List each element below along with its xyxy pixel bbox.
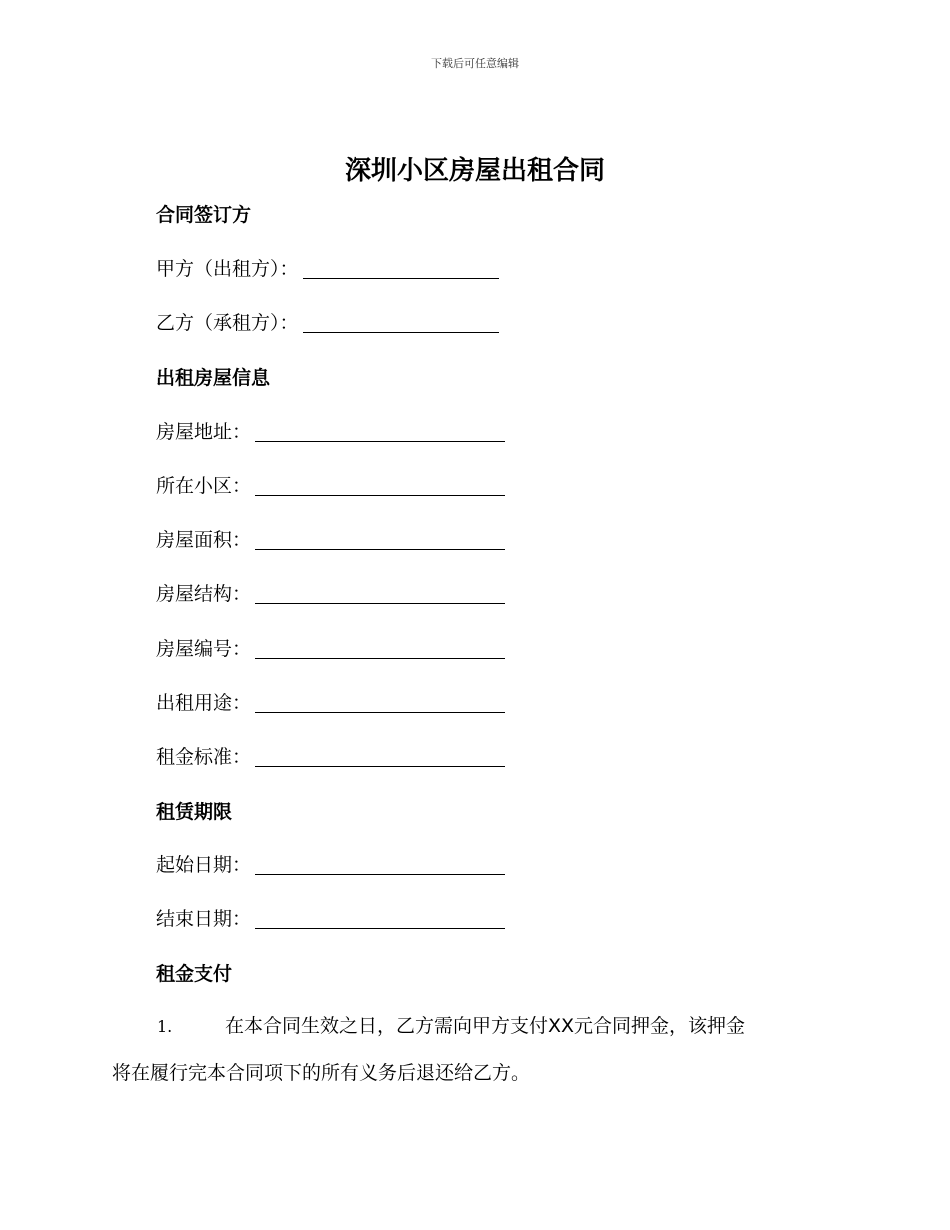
field-party-b-label: 乙方（承租方）： [156, 312, 299, 334]
section-heading-payment: 租金支付 [156, 963, 233, 985]
field-area-blank [255, 531, 505, 550]
field-address-blank [255, 423, 505, 442]
field-party-a [156, 254, 499, 281]
field-rent-blank [255, 748, 505, 767]
payment-clause-1-line-1 [112, 1003, 832, 1050]
section-heading-property: 出租房屋信息 [156, 367, 271, 389]
field-end-date-blank [255, 910, 505, 929]
field-usage-label: 出租用途： [156, 692, 252, 714]
field-party-a-label: 甲方（出租方）： [156, 258, 299, 280]
field-start-date [156, 850, 505, 877]
field-end-date [156, 904, 505, 931]
field-structure-blank [255, 585, 505, 604]
field-number-blank [255, 640, 505, 659]
field-community-label: 所在小区： [156, 475, 252, 497]
field-community-blank [255, 477, 505, 496]
section-heading-term: 租赁期限 [156, 801, 233, 823]
field-party-a-blank [303, 260, 499, 279]
field-structure-label: 房屋结构： [156, 583, 252, 605]
field-address-label: 房屋地址： [156, 421, 252, 443]
field-party-b-blank [303, 314, 499, 333]
field-rent-label: 租金标准： [156, 746, 252, 768]
field-start-date-label: 起始日期： [156, 854, 252, 876]
document-title: 深圳小区房屋出租合同 [344, 156, 605, 186]
field-area [156, 525, 505, 552]
payment-clause-1-line-2: 将在履行完本合同项下的所有义务后退还给乙方。 [112, 1062, 531, 1084]
field-party-b [156, 308, 499, 335]
field-address [156, 417, 505, 444]
payment-clause-1-number: 1. [157, 1017, 173, 1036]
payment-clause-1 [112, 1003, 832, 1096]
field-start-date-blank [255, 856, 505, 875]
field-number [156, 634, 505, 661]
field-rent [156, 742, 505, 769]
section-heading-parties: 合同签订方 [156, 204, 252, 226]
payment-clause-1-text-1: 在本合同生效之日，乙方需向甲方支付XX元合同押金，该押金 [225, 1015, 746, 1037]
field-usage-blank [255, 694, 505, 713]
field-structure [156, 579, 505, 606]
field-usage [156, 688, 505, 715]
field-area-label: 房屋面积： [156, 529, 252, 551]
field-community [156, 471, 505, 498]
field-end-date-label: 结束日期： [156, 908, 252, 930]
field-number-label: 房屋编号： [156, 638, 252, 660]
header-note: 下载后可任意编辑 [431, 57, 519, 70]
